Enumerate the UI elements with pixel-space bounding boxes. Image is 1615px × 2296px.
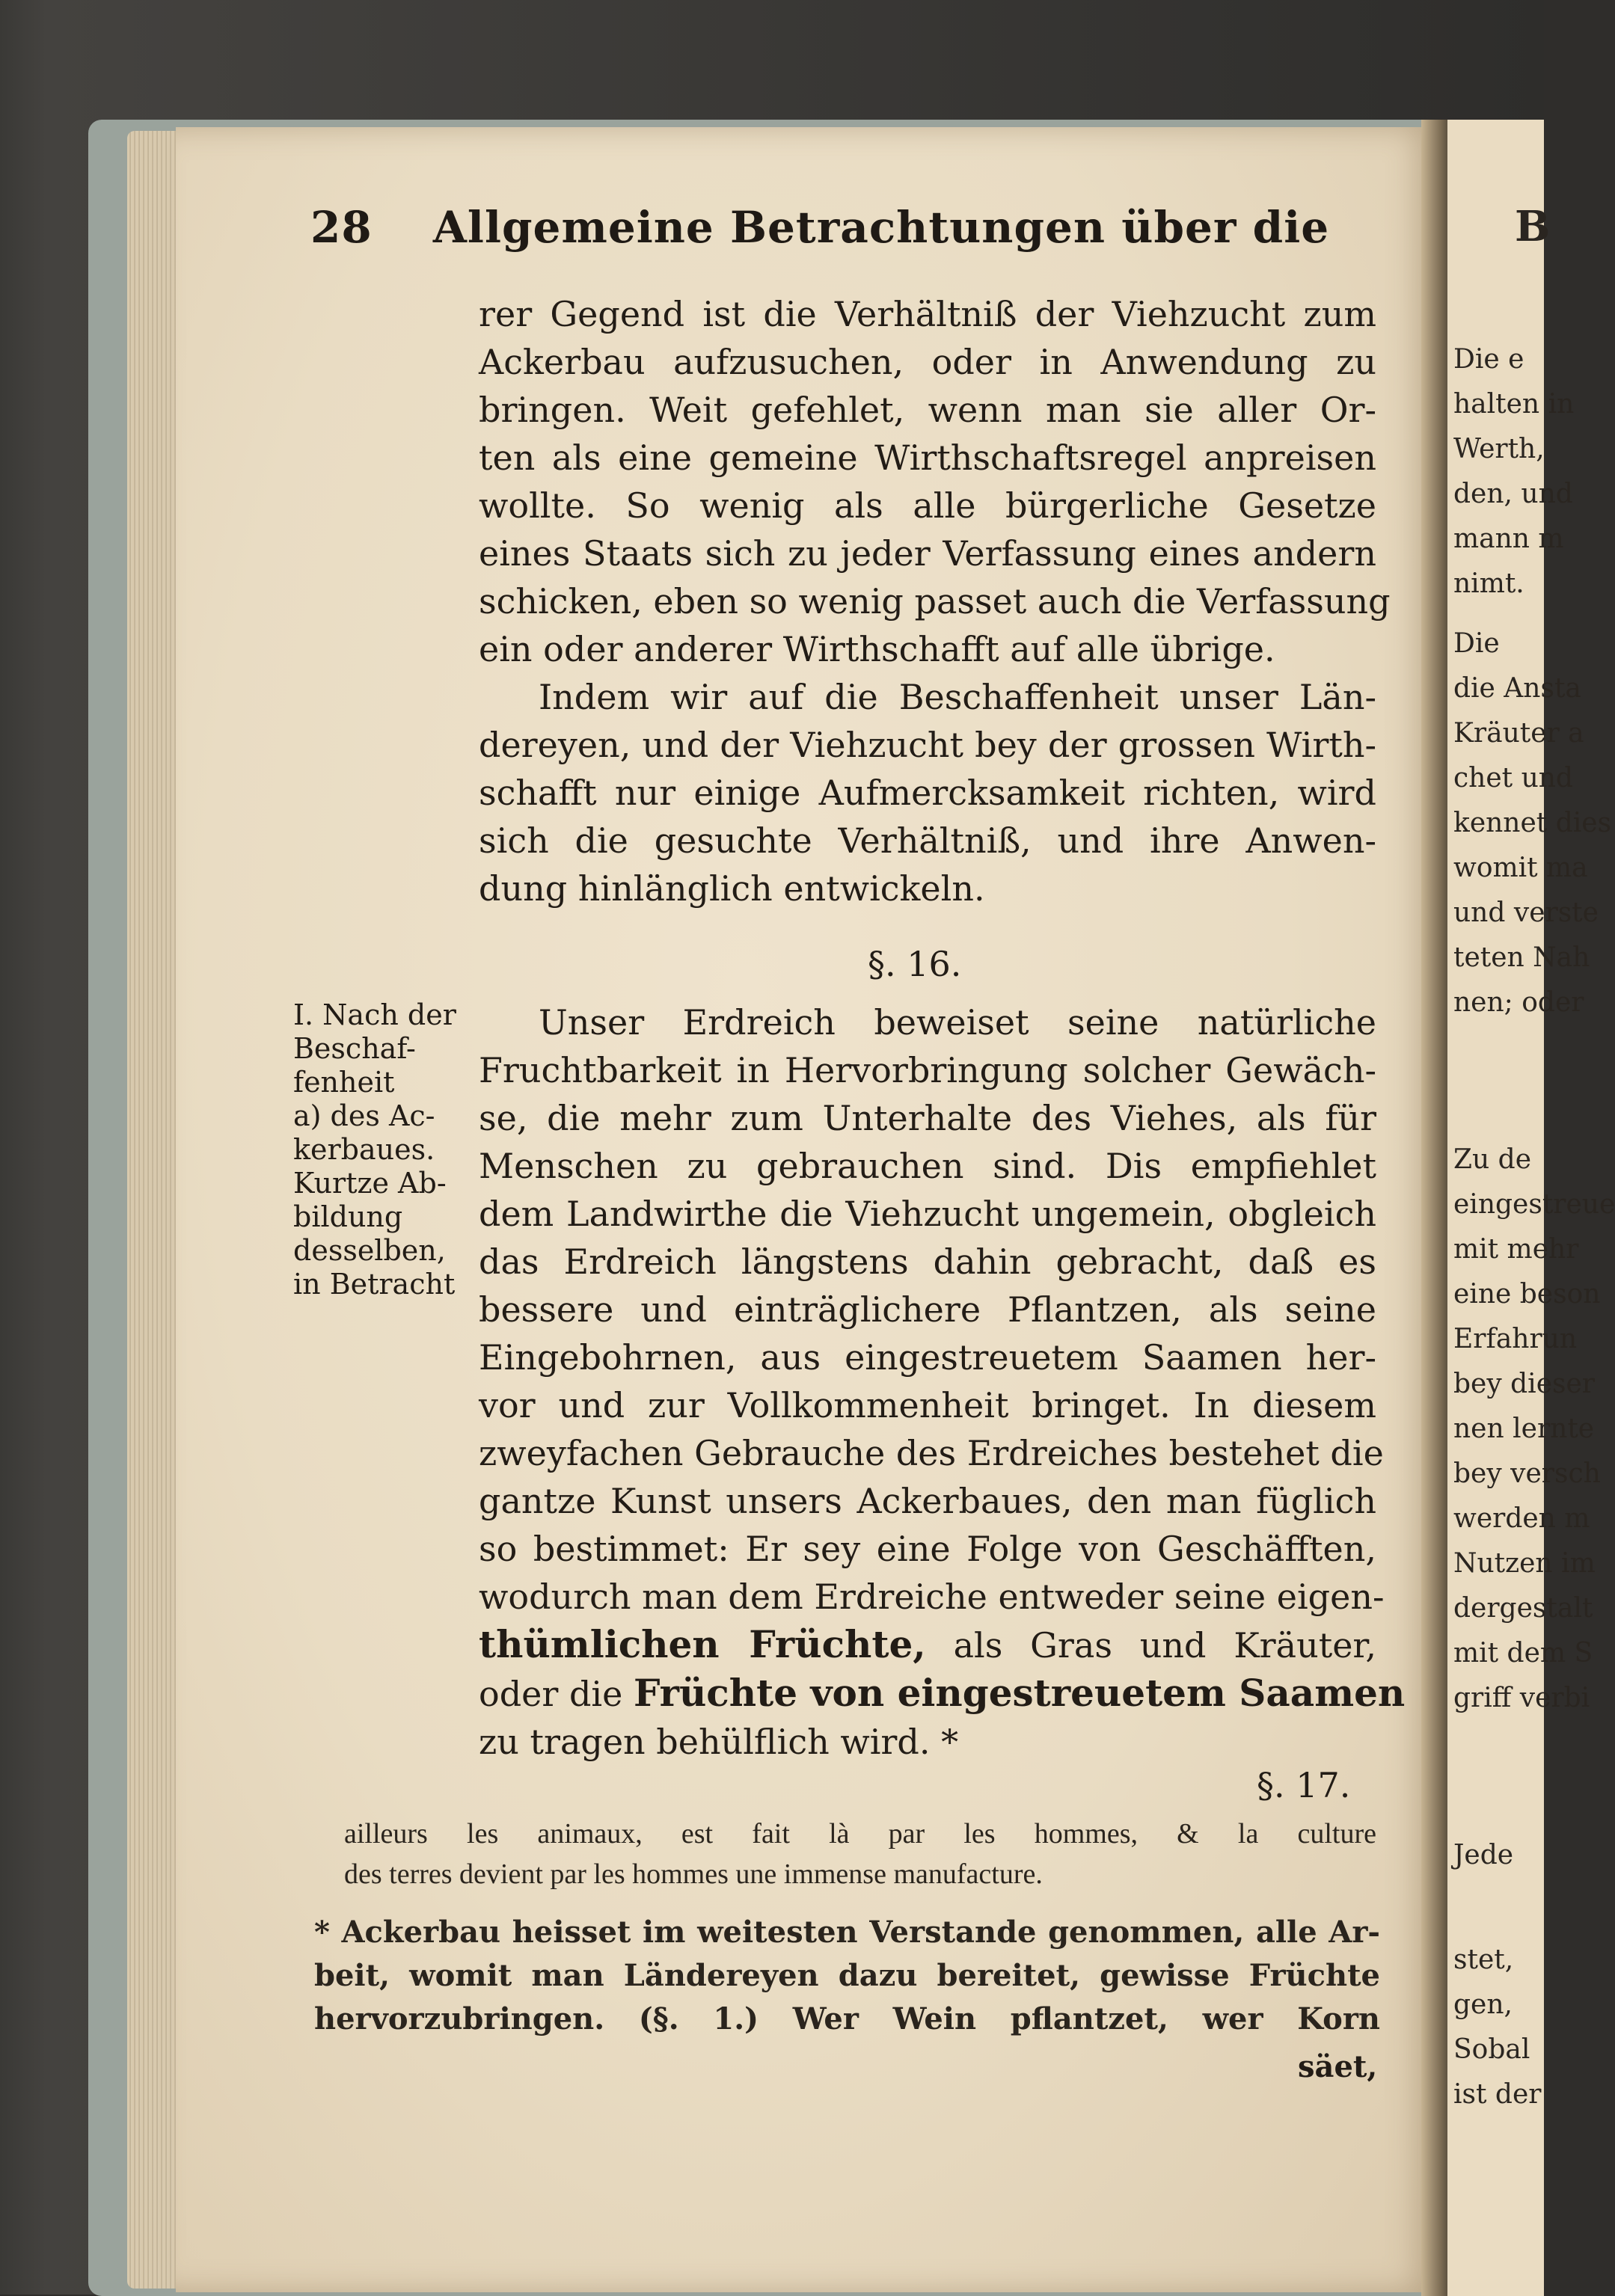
footnote-line: * Ackerbau heisset im weitesten Verstande genommen, alle Ar-	[314, 1915, 1380, 1950]
facing-page-text: Erfahrun	[1453, 1324, 1578, 1354]
text-line: rer Gegend ist die Verhältniß der Viehzucht zum	[479, 294, 1376, 334]
facing-page-text: Nutzen im	[1453, 1548, 1596, 1579]
facing-page-text: stet,	[1453, 1944, 1514, 1975]
facing-page-text: mann m	[1453, 524, 1564, 554]
text-line: schicken, eben so wenig passet auch die Verfassung	[479, 581, 1391, 621]
text-line: Eingebohrnen, aus eingestreuetem Saamen her-	[479, 1337, 1376, 1378]
facing-page-fragment	[1447, 120, 1615, 2296]
text-line: Fruchtbarkeit in Hervorbringung solcher Gewäch-	[479, 1050, 1376, 1090]
emphasis: Früchte von eingestreuetem Saamen	[633, 1671, 1406, 1715]
text-line: Menschen zu gebrauchen sind. Dis empfiehlet	[479, 1146, 1376, 1186]
text-line: das Erdreich längstens dahin gebracht, daß es	[479, 1241, 1376, 1282]
facing-page-text: nen lernte	[1453, 1413, 1595, 1444]
margin-line: Kurtze Ab-	[293, 1167, 447, 1200]
facing-page-text: nimt.	[1453, 568, 1524, 599]
facing-page-text: nen; oder	[1453, 987, 1584, 1018]
margin-line: in Betracht	[293, 1268, 456, 1301]
margin-line: fenheit	[293, 1066, 395, 1099]
facing-page-text: eine beson	[1453, 1279, 1601, 1310]
facing-page-text: B	[1515, 202, 1551, 251]
facing-page-text: Jede	[1453, 1840, 1514, 1870]
facing-page-text: bey dieser	[1453, 1369, 1595, 1399]
facing-page-text: die Ansta	[1453, 673, 1581, 704]
footnote-line: ailleurs les animaux, est fait là par les hommes, & la culture	[344, 1818, 1376, 1850]
facing-page-text: werden m	[1453, 1503, 1590, 1534]
text-line: dung hinlänglich entwickeln.	[479, 868, 985, 909]
facing-page-text: kennet dies	[1453, 808, 1612, 838]
text-line	[479, 1621, 1376, 1669]
facing-page-text: Werth,	[1453, 434, 1545, 464]
facing-page-text: mit mehr	[1453, 1234, 1579, 1265]
facing-page-text: Die	[1453, 628, 1500, 659]
running-head	[310, 202, 1329, 253]
text-line: zweyfachen Gebrauche des Erdreiches bestehet die	[479, 1433, 1384, 1473]
text-line: dem Landwirthe die Viehzucht ungemein, obgleich	[479, 1194, 1376, 1234]
text-line: se, die mehr zum Unterhalte des Viehes, als für	[479, 1098, 1376, 1138]
margin-line: a) des Ac-	[293, 1099, 435, 1132]
footnote-line: des terres devient par les hommes une immense manufacture.	[344, 1858, 1043, 1890]
section-16-heading: §. 16.	[868, 944, 962, 984]
facing-page-text: Die e	[1453, 344, 1524, 375]
facing-page-text: dergestalt	[1453, 1593, 1593, 1624]
facing-page-text: teten Nah	[1453, 942, 1590, 973]
text-line: schafft nur einige Aufmercksamkeit richten, wird	[479, 773, 1376, 813]
footnote-french	[344, 1814, 1376, 1894]
emphasis: thümlichen Früchte,	[479, 1622, 926, 1666]
text-line: eines Staats sich zu jeder Verfassung eines andern	[479, 533, 1376, 574]
paragraph-2	[479, 673, 1376, 912]
facing-page-text: ist der	[1453, 2079, 1542, 2110]
footnote-line: beit, womit man Ländereyen dazu bereitet, gewisse Früchte	[314, 1958, 1380, 1993]
facing-page-text: Sobal	[1453, 2034, 1530, 2065]
text-line: wodurch man dem Erdreiche entweder seine eigen-	[479, 1577, 1385, 1617]
text-line: ten als eine gemeine Wirthschaftsregel anpreisen	[479, 438, 1376, 478]
text-line: so bestimmet: Er sey eine Folge von Geschäfften,	[479, 1529, 1376, 1569]
facing-page-text: womit ma	[1453, 853, 1588, 883]
text-line: sich die gesuchte Verhältniß, und ihre Anwen-	[479, 820, 1376, 861]
footnote-line: hervorzubringen. (§. 1.) Wer Wein pflantzet, wer Korn	[314, 2001, 1380, 2036]
margin-line: I. Nach der	[293, 998, 456, 1031]
text-line: vor und zur Vollkommenheit bringet. In diesem	[479, 1385, 1376, 1425]
catchword: säet,	[1298, 2049, 1378, 2084]
facing-page-text: Zu de	[1453, 1144, 1531, 1175]
text-line	[479, 1669, 1406, 1718]
margin-line: bildung	[293, 1200, 403, 1233]
text-line: dereyen, und der Viehzucht bey der grossen Wirth-	[479, 725, 1376, 765]
text-line: bringen. Weit gefehlet, wenn man sie aller Or-	[479, 390, 1376, 430]
text-line: bessere und einträglichere Pflantzen, als seine	[479, 1289, 1376, 1330]
margin-line: Beschaf-	[293, 1032, 416, 1065]
facing-page-text: mit dem S	[1453, 1638, 1593, 1669]
text-fragment: als Gras und Kräuter,	[925, 1625, 1376, 1666]
paragraph-3	[479, 998, 1406, 1766]
paragraph-1	[479, 290, 1391, 673]
text-line: Ackerbau aufzusuchen, oder in Anwendung zu	[479, 342, 1376, 382]
section-17-heading: §. 17.	[1257, 1765, 1351, 1805]
text-line: Unser Erdreich beweiset seine natürliche	[539, 1002, 1376, 1043]
facing-page-text: halten in	[1453, 389, 1575, 420]
text-line: Indem wir auf die Beschaffenheit unser Län-	[539, 677, 1376, 717]
page-number: 28	[310, 202, 373, 253]
text-line: ein oder anderer Wirthschafft auf alle übrige.	[479, 629, 1275, 669]
facing-page-text: chet und	[1453, 763, 1573, 794]
text-fragment: oder die	[479, 1674, 634, 1714]
margin-line: desselben,	[293, 1234, 446, 1267]
facing-page-text: und verste	[1453, 897, 1599, 928]
text-line: zu tragen behülflich wird. *	[479, 1722, 959, 1762]
footnote-german	[314, 1911, 1380, 2041]
margin-line: kerbaues.	[293, 1133, 435, 1166]
facing-page-text: den, und	[1453, 479, 1573, 509]
facing-page-text: gen,	[1453, 1989, 1513, 2020]
facing-page-text: Kräuter a	[1453, 718, 1584, 749]
text-line: gantze Kunst unsers Ackerbaues, den man füglich	[479, 1481, 1376, 1521]
facing-page-text: bey versch	[1453, 1458, 1601, 1489]
running-title: Allgemeine Betrachtungen über die	[432, 202, 1330, 253]
text-line: wollte. So wenig als alle bürgerliche Gesetze	[479, 485, 1376, 526]
facing-page-text: griff verbi	[1453, 1683, 1590, 1713]
margin-note	[293, 998, 473, 1301]
facing-page-text: eingestreue	[1453, 1189, 1615, 1220]
